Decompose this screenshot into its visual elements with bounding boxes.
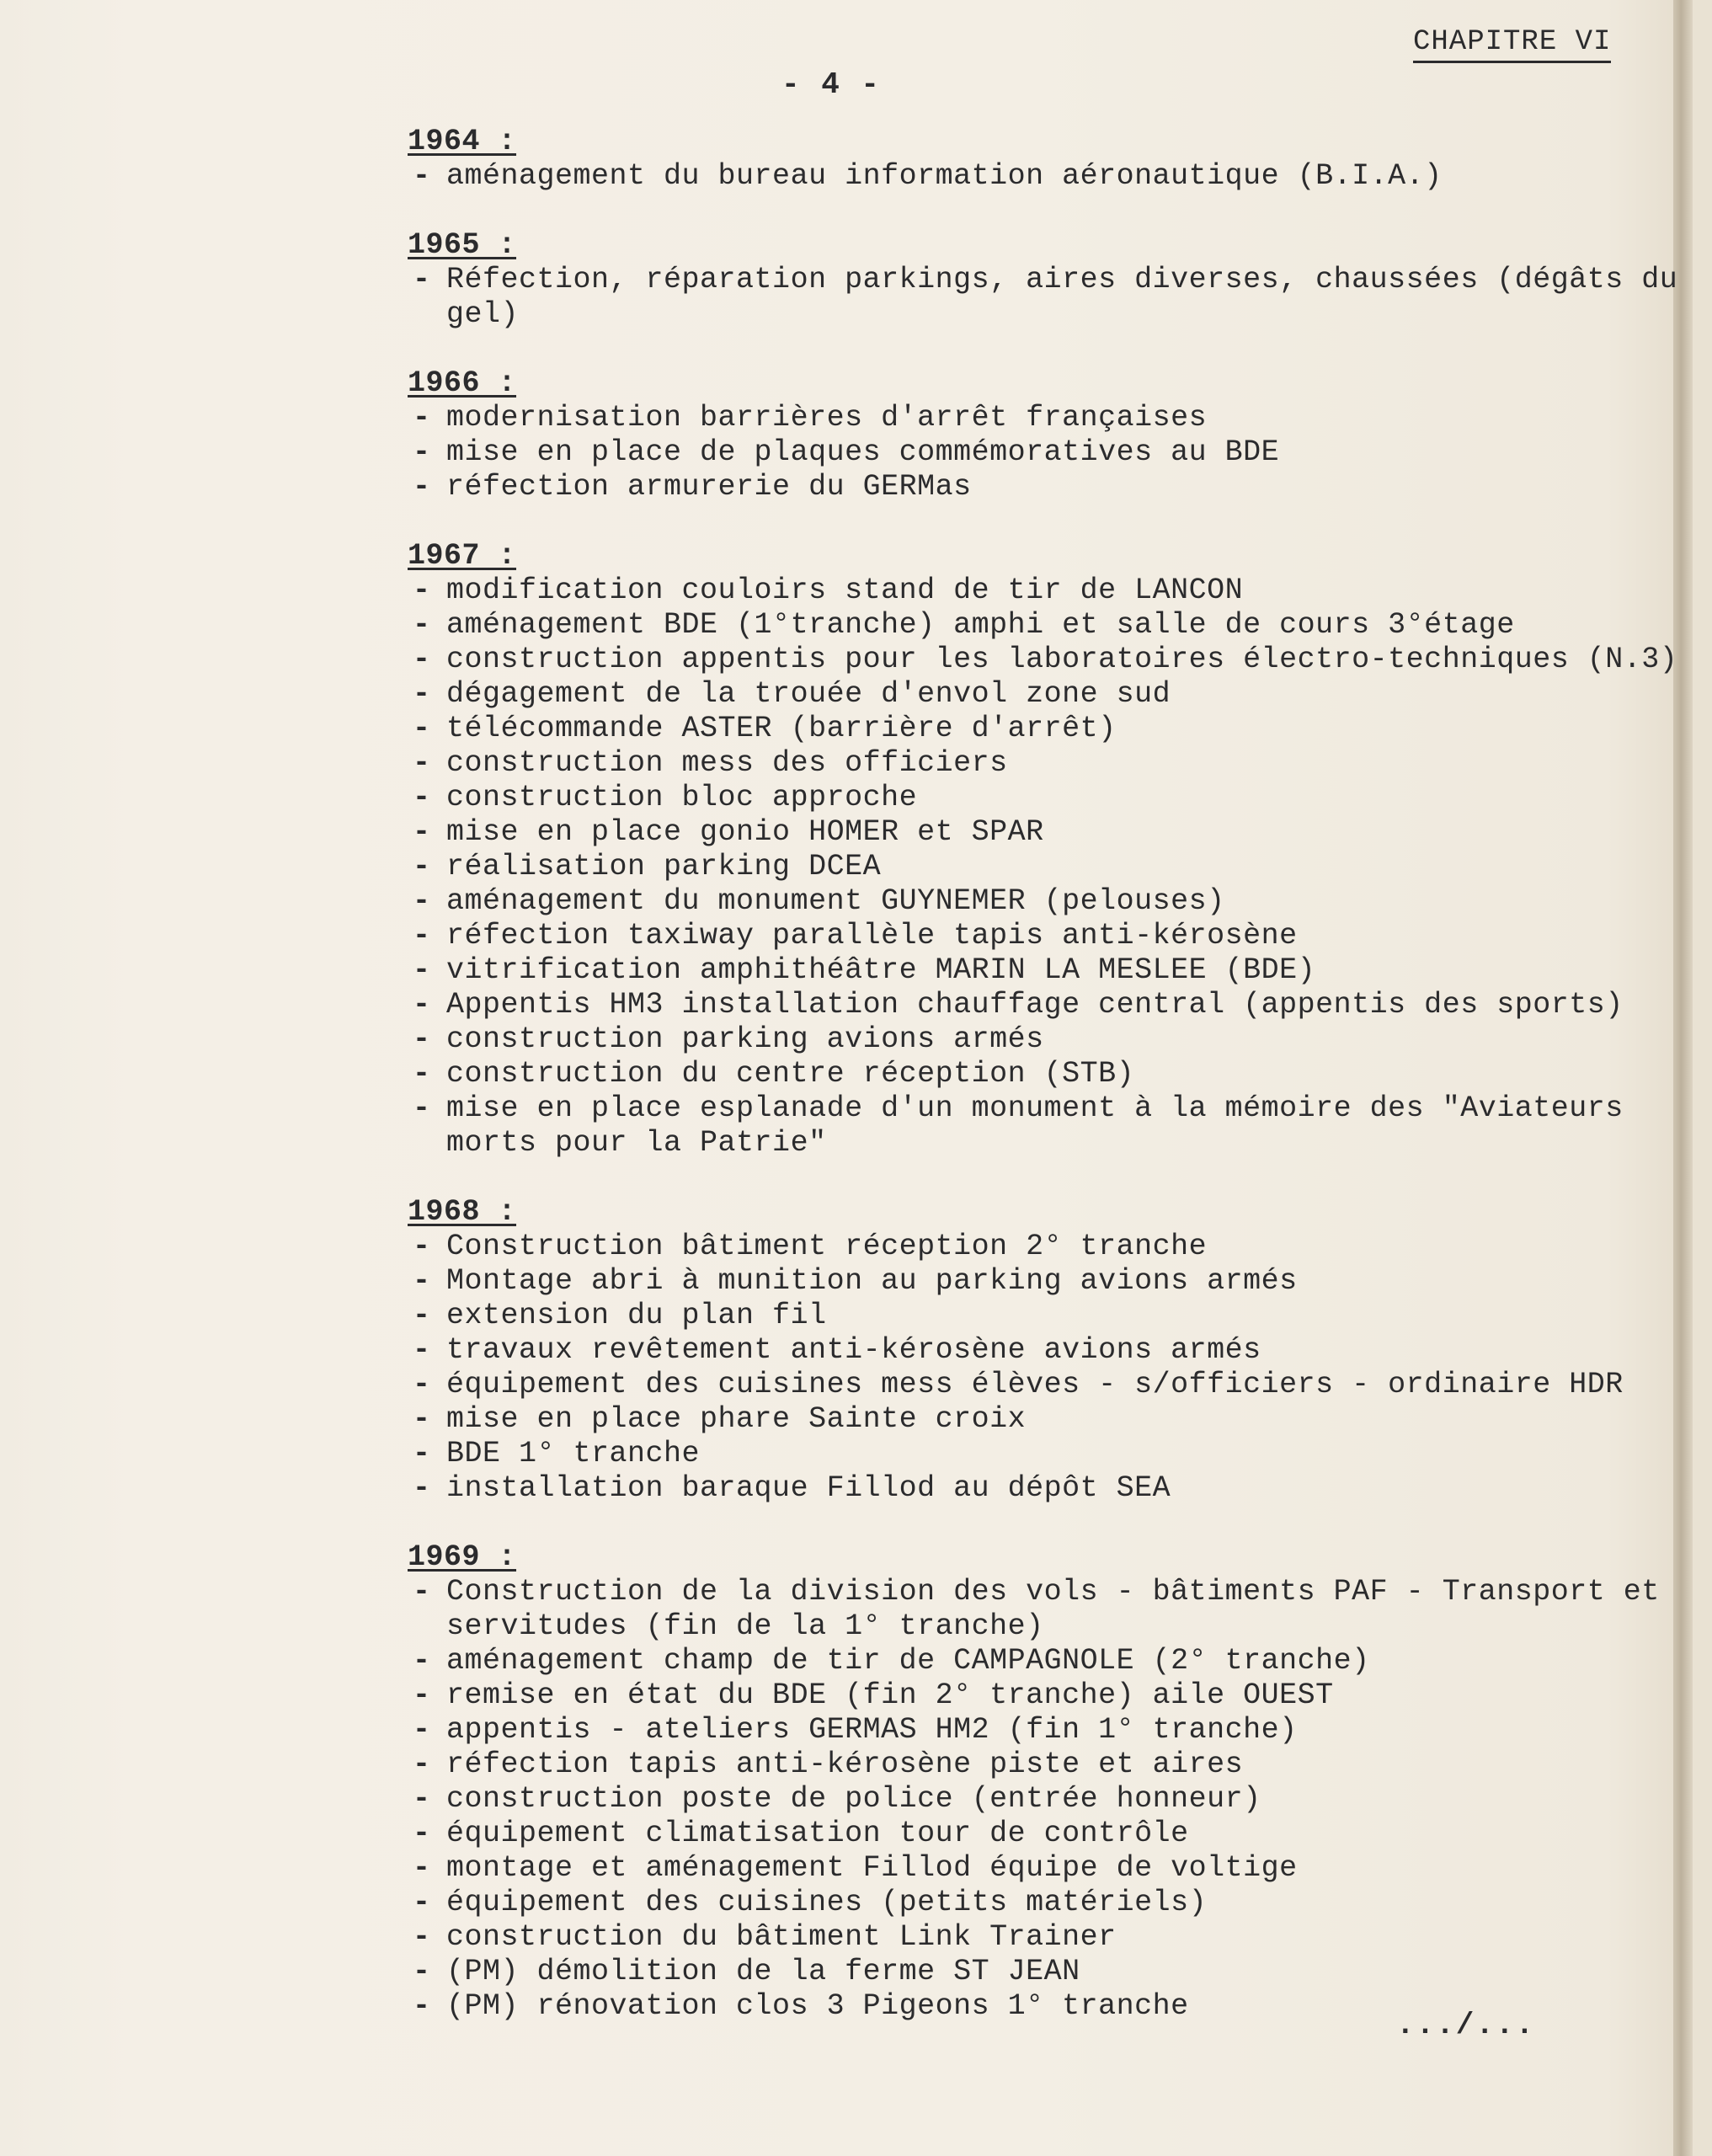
- work-item: - aménagement champ de tir de CAMPAGNOLE (2° tranche): [408, 1644, 1693, 1678]
- work-item: - mise en place de plaques commémoratives au BDE: [408, 435, 1693, 470]
- work-item: - construction parking avions armés: [408, 1022, 1693, 1057]
- work-item: - aménagement du monument GUYNEMER (pelouses): [408, 884, 1693, 919]
- work-item: - construction mess des officiers: [408, 746, 1693, 781]
- work-item: - (PM) rénovation clos 3 Pigeons 1° tranche: [408, 1989, 1693, 2024]
- work-list: [408, 159, 1693, 194]
- work-item: - réfection tapis anti-kérosène piste et aires: [408, 1748, 1693, 1782]
- work-item: - construction du bâtiment Link Trainer: [408, 1920, 1693, 1955]
- work-list: [408, 401, 1693, 504]
- work-item: - construction appentis pour les laboratoires électro-techniques (N.3): [408, 643, 1693, 677]
- page-number: - 4 -: [781, 67, 882, 102]
- work-item: - remise en état du BDE (fin 2° tranche) aile OUEST: [408, 1678, 1693, 1713]
- year-section: [408, 228, 1693, 332]
- year-heading: 1966 :: [408, 366, 517, 400]
- work-item: - BDE 1° tranche: [408, 1437, 1693, 1471]
- work-item: - réfection taxiway parallèle tapis anti-kérosène: [408, 919, 1693, 953]
- work-list: [408, 1230, 1693, 1506]
- year-heading: 1964 :: [408, 125, 517, 158]
- year-section: [408, 1540, 1693, 2024]
- work-list: [408, 1575, 1693, 2024]
- work-item: - modernisation barrières d'arrêt françaises: [408, 401, 1693, 435]
- work-item: - mise en place gonio HOMER et SPAR: [408, 815, 1693, 850]
- chapter-heading: CHAPITRE VI: [1413, 25, 1611, 63]
- work-item: - extension du plan fil: [408, 1299, 1693, 1333]
- work-item: - (PM) démolition de la ferme ST JEAN: [408, 1955, 1693, 1989]
- year-heading: 1967 :: [408, 539, 517, 573]
- work-item: - équipement climatisation tour de contrôle: [408, 1817, 1693, 1851]
- work-item: - mise en place esplanade d'un monument à la mémoire des "Aviateurs morts pour la Patrie": [408, 1091, 1693, 1161]
- work-item: - travaux revêtement anti-kérosène avions armés: [408, 1333, 1693, 1368]
- work-item: - construction bloc approche: [408, 781, 1693, 815]
- work-list: [408, 263, 1693, 332]
- continuation-mark: .../...: [1396, 2008, 1536, 2042]
- work-item: - appentis - ateliers GERMAS HM2 (fin 1° tranche): [408, 1713, 1693, 1748]
- work-item: - Construction de la division des vols - bâtiments PAF - Transport et servitudes (fin de la 1° tranche): [408, 1575, 1693, 1644]
- year-heading: 1968 :: [408, 1195, 517, 1229]
- chronology-list: [408, 125, 1693, 2058]
- work-item: - Réfection, réparation parkings, aires diverses, chaussées (dégâts du gel): [408, 263, 1693, 332]
- work-item: - mise en place phare Sainte croix: [408, 1402, 1693, 1437]
- year-section: [408, 1195, 1693, 1506]
- year-heading: 1965 :: [408, 228, 517, 262]
- work-item: - équipement des cuisines mess élèves - s/officiers - ordinaire HDR: [408, 1368, 1693, 1402]
- work-item: - vitrification amphithéâtre MARIN LA MESLEE (BDE): [408, 953, 1693, 988]
- work-item: - construction du centre réception (STB): [408, 1057, 1693, 1091]
- work-item: - dégagement de la trouée d'envol zone sud: [408, 677, 1693, 712]
- work-item: - modification couloirs stand de tir de LANCON: [408, 574, 1693, 608]
- work-item: - montage et aménagement Fillod équipe de voltige: [408, 1851, 1693, 1886]
- work-item: - télécommande ASTER (barrière d'arrêt): [408, 712, 1693, 746]
- work-item: - construction poste de police (entrée honneur): [408, 1782, 1693, 1817]
- work-item: - Construction bâtiment réception 2° tranche: [408, 1230, 1693, 1264]
- work-item: - équipement des cuisines (petits matériels): [408, 1886, 1693, 1920]
- work-list: [408, 574, 1693, 1161]
- year-section: [408, 366, 1693, 504]
- year-section: [408, 125, 1693, 194]
- work-item: - réalisation parking DCEA: [408, 850, 1693, 884]
- work-item: - Appentis HM3 installation chauffage central (appentis des sports): [408, 988, 1693, 1022]
- work-item: - réfection armurerie du GERMas: [408, 470, 1693, 504]
- year-section: [408, 539, 1693, 1161]
- year-heading: 1969 :: [408, 1540, 517, 1574]
- work-item: - installation baraque Fillod au dépôt SEA: [408, 1471, 1693, 1506]
- work-item: - aménagement du bureau information aéronautique (B.I.A.): [408, 159, 1693, 194]
- work-item: - aménagement BDE (1°tranche) amphi et salle de cours 3°étage: [408, 608, 1693, 643]
- work-item: - Montage abri à munition au parking avions armés: [408, 1264, 1693, 1299]
